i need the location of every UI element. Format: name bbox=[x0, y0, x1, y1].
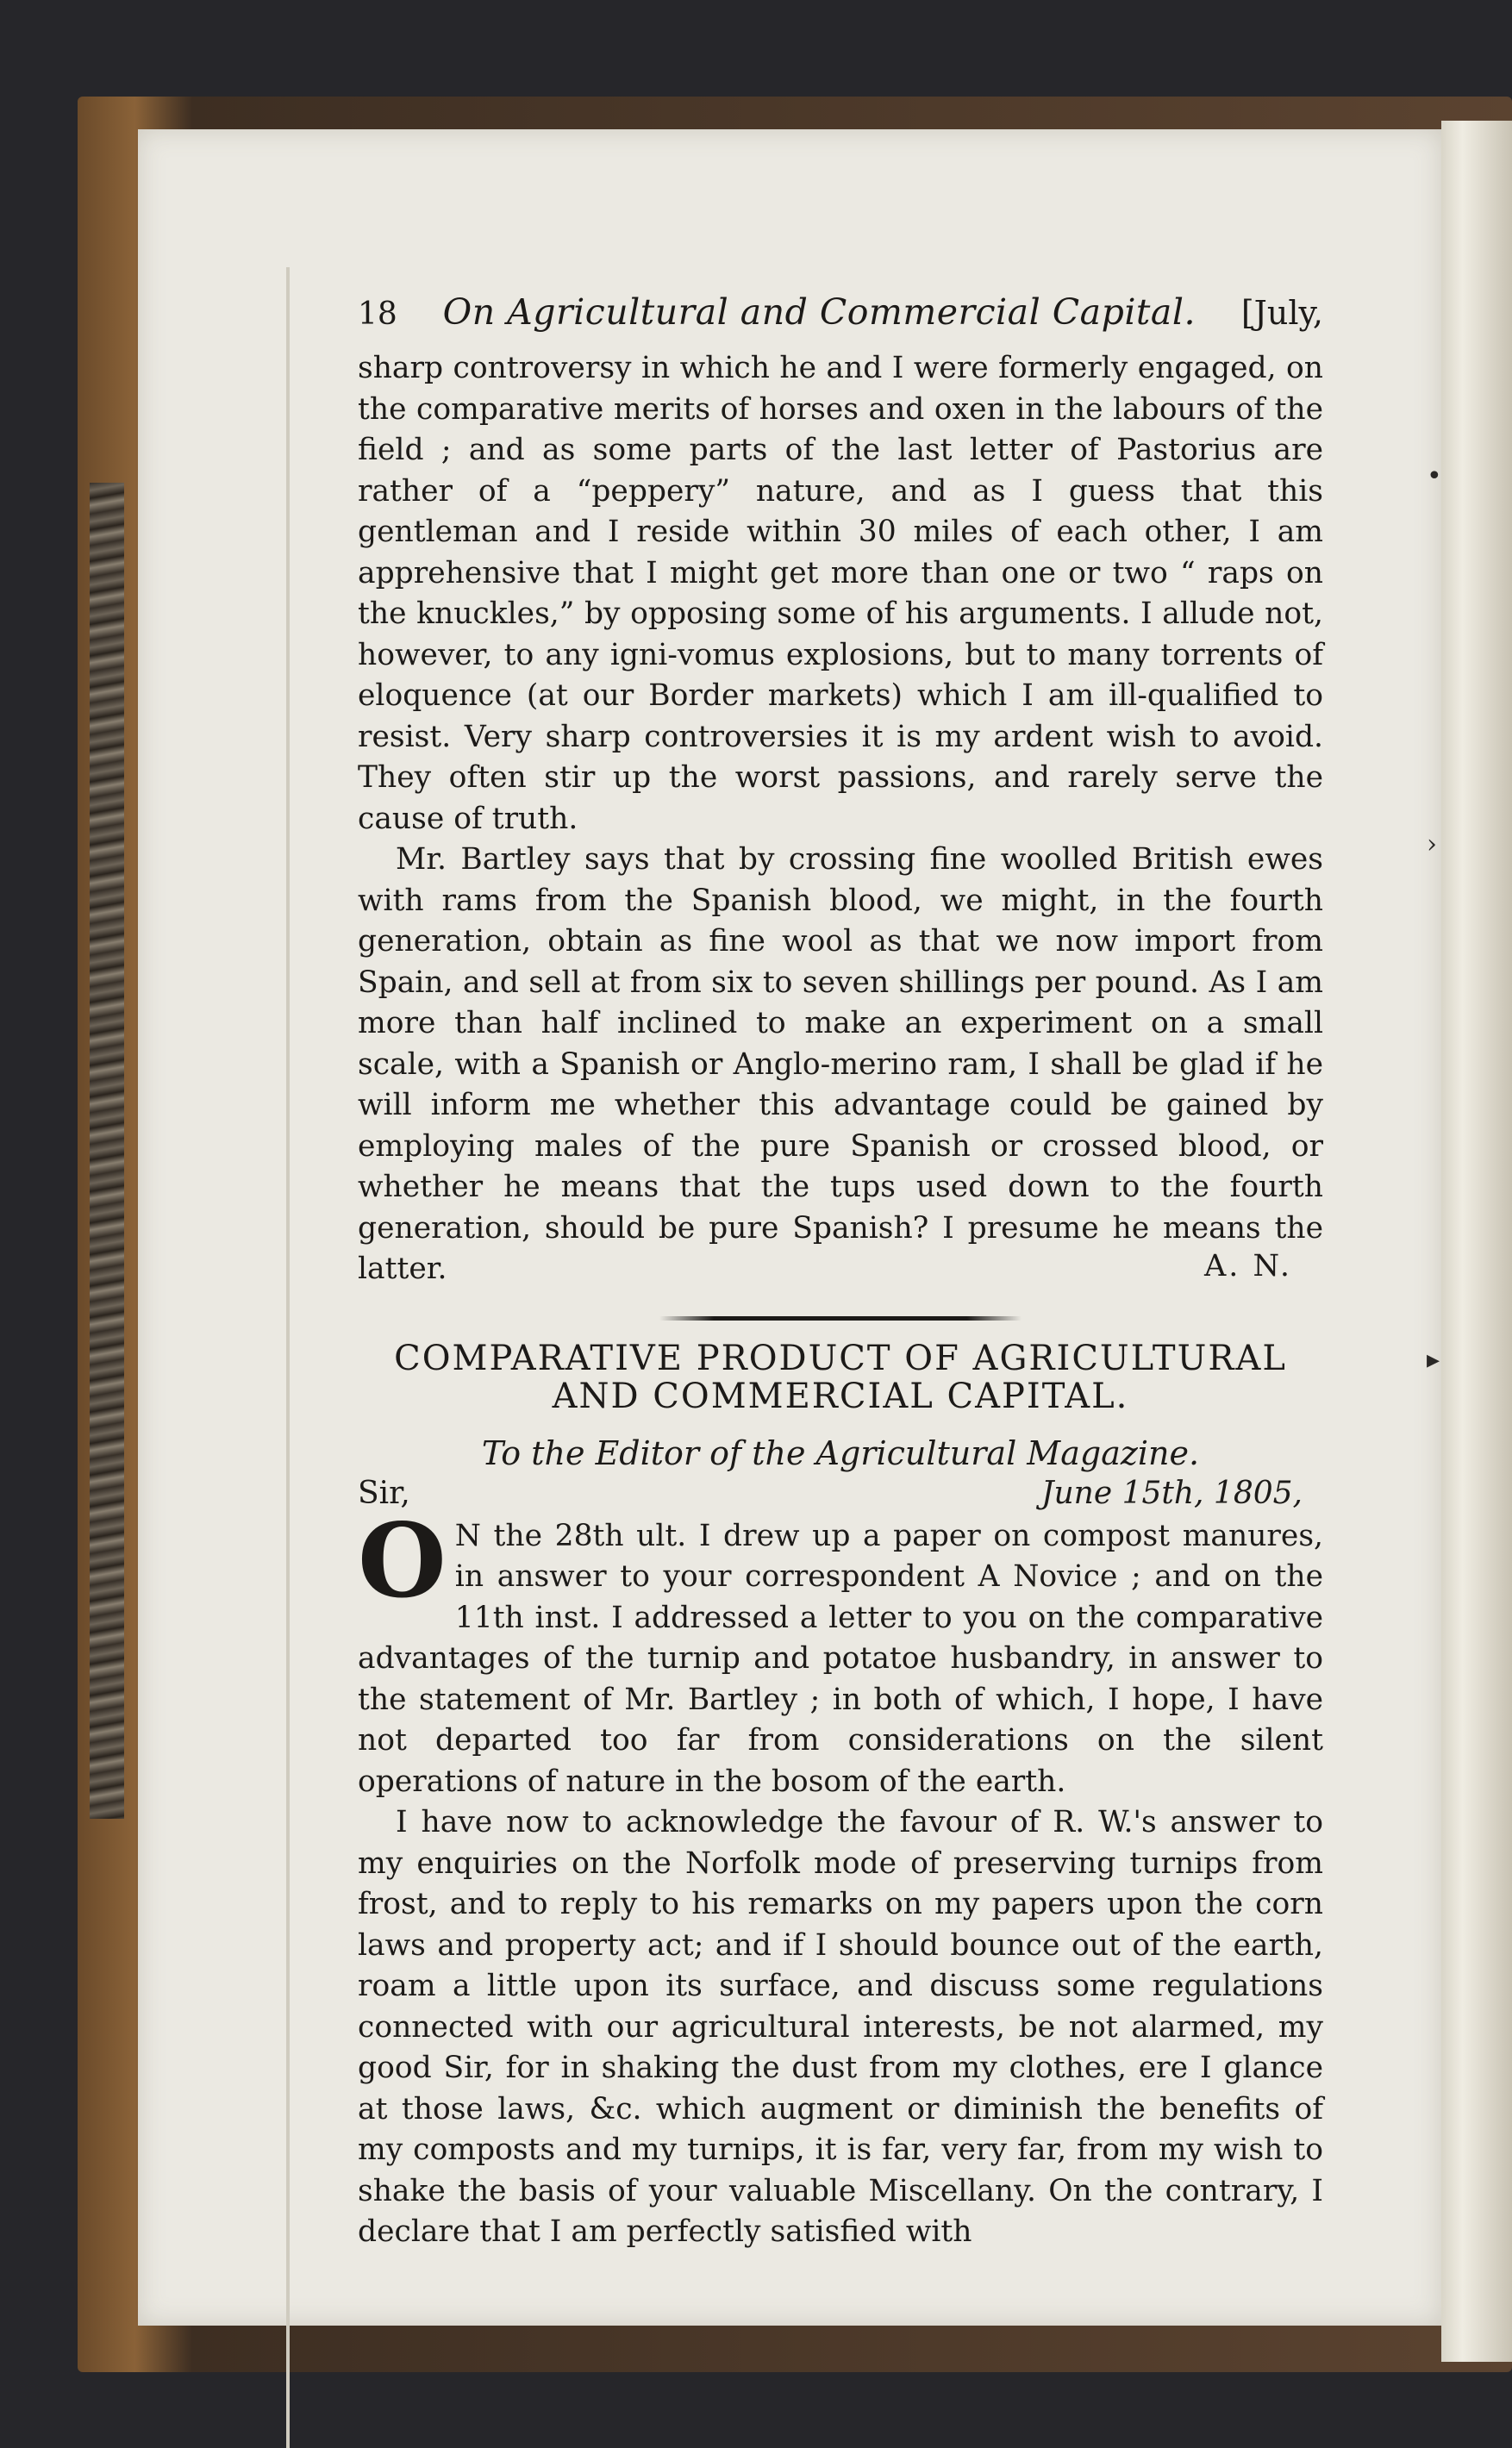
margin-mark: › bbox=[1427, 829, 1437, 859]
body-paragraph: I have now to acknowledge the favour of R. W.'s answer to my enquiries on the Norfolk mode of preserving turnips from frost, and to reply to his remarks on my papers upon the corn laws and property act; and if I should bounce out of the earth, roam a little upon its surface, and discuss some regulations connected with our agricultural interests, be not alarmed, my good Sir, for in shaking the dust from my clothes, ere I glance at those laws, &c. which augment or diminish the benefits of my composts and my turnips, it is far, very far, from my wish to shake the basis of your valuable Miscellany. On the contrary, I declare that I am perfectly satisfied with bbox=[358, 1805, 1323, 2249]
body-paragraph: Mr. Bartley says that by crossing fine woolled British ewes with rams from the Spanish blood, we might, in the fourth generation, obtain as fine wool as that we now import from Spain, and sell at from six to seven shillings per pound. As I am more than half inclined to make an experiment on a small scale, with a Spanish or Anglo-merino ram, I shall be glad if he will inform me whether this advantage could be gained by employing males of the pure Spanish or crossed blood, or whether he means that the tups used down to the fourth generation, should be pure Spanish? I presume he means the latter. bbox=[358, 842, 1323, 1286]
running-title: On Agricultural and Commercial Capital. bbox=[442, 291, 1196, 333]
running-month: [July, bbox=[1240, 294, 1323, 332]
facing-page-edge bbox=[1441, 121, 1512, 2362]
body-paragraph: sharp controversy in which he and I were formerly engaged, on the comparative merits of horses and oxen in the labours of the field ; and as some parts of the last letter of Pastorius are rather of a “peppery” nature, and as I guess that this gentleman and I reside within 30 miles of each other, I am apprehensive that I might get more than one or two “ raps on the knuckles,” by opposing some of his arguments. I allude not, however, to any igni-vomus explosions, but to many torrents of eloquence (at our Border markets) which I am ill-qualified to resist. Very sharp controversies it is my ardent wish to avoid. They often stir up the worst passions, and rarely serve the cause of truth. bbox=[358, 351, 1323, 836]
article-title-line-2: AND COMMERCIAL CAPITAL. bbox=[552, 1376, 1129, 1416]
margin-mark: • bbox=[1427, 461, 1442, 491]
editor-address: To the Editor of the Agricultural Magazine. bbox=[481, 1433, 1200, 1472]
marbled-board bbox=[90, 483, 124, 1819]
salutation-row bbox=[358, 1476, 1323, 1511]
first-paragraph bbox=[358, 1500, 1323, 1803]
salutation: Sir, bbox=[358, 1475, 410, 1511]
margin-mark: ▸ bbox=[1427, 1345, 1440, 1375]
section-divider bbox=[659, 1316, 1022, 1321]
article-title-line-1: COMPARATIVE PRODUCT OF AGRICULTURAL bbox=[394, 1338, 1287, 1378]
signature: A. N. bbox=[1203, 1248, 1292, 1283]
letter-date: June 15th, 1805, bbox=[1041, 1475, 1303, 1511]
page-gutter-edge bbox=[286, 267, 290, 2448]
page-content bbox=[358, 291, 1323, 2253]
first-paragraph-text: N the 28th ult. I drew up a paper on compost manures, in answer to your correspondent A Novice ; and on the 11th inst. I addressed a letter to you on the comparative advantages of the turnip and potatoe husbandry, in answer to the statement of Mr. Bartley ; in both of which, I hope, I have not departed too far from considerations on the silent operations of nature in the bosom of the earth. bbox=[358, 1518, 1323, 1799]
running-header bbox=[358, 291, 1323, 333]
drop-cap: O bbox=[358, 1500, 447, 1621]
article-title bbox=[358, 1340, 1323, 1415]
page-number: 18 bbox=[358, 297, 397, 332]
